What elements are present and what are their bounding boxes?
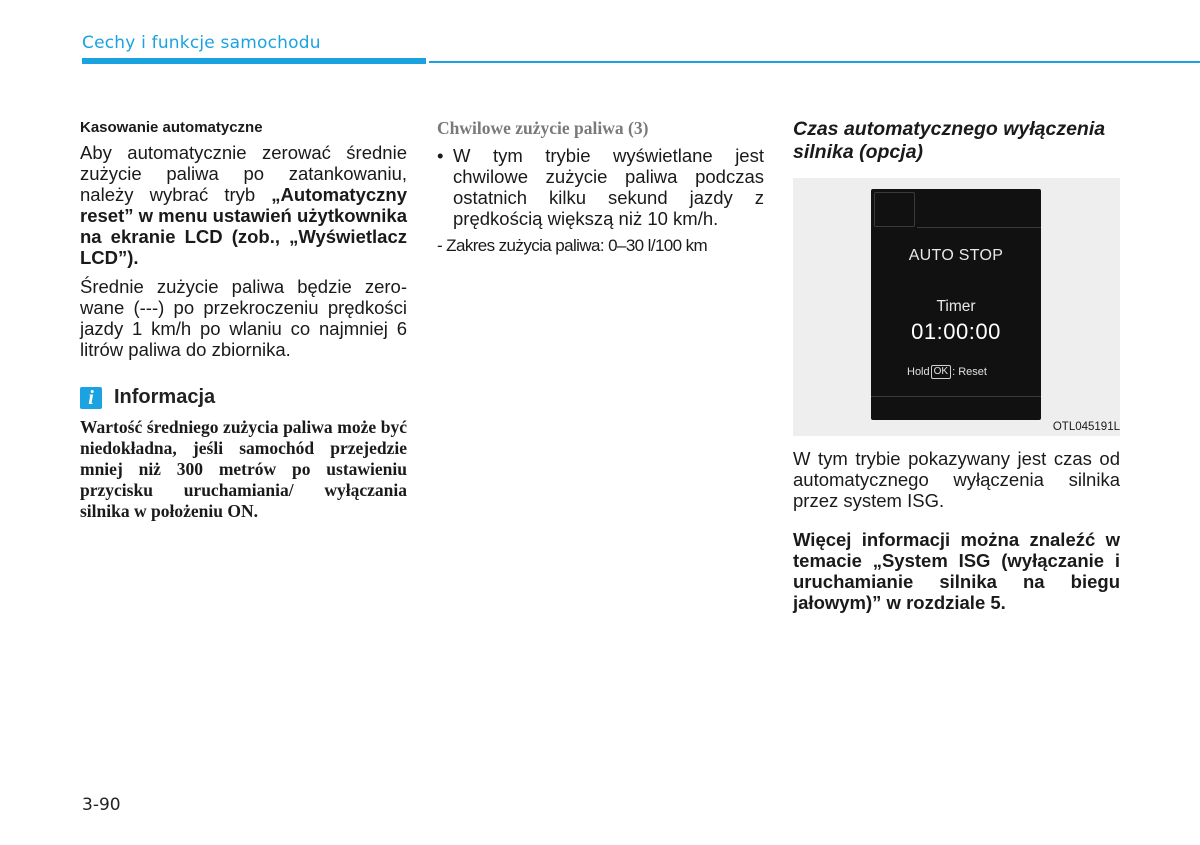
paragraph-isg-reference: Więcej informacji można znaleźć w temacie „System ISG (wyłączanie i uruchamianie silnika na biegu jałowym)” w rozdziale 5. bbox=[793, 529, 1120, 613]
column-right bbox=[793, 118, 1120, 613]
paragraph-auto-reset-bold: „Automatyczny reset” w menu ustawień użytkownika na ekranie LCD (zob., „Wyświetlacz LCD”). bbox=[80, 184, 407, 268]
lcd-hold-suffix: : Reset bbox=[952, 366, 987, 378]
column-middle bbox=[437, 118, 764, 256]
lcd-timer-value: 01:00:00 bbox=[911, 319, 1001, 344]
bullet-text: W tym trybie wyświetlane jest chwilowe zużycie paliwa podczas ostatnich kilku sekund jazdy z prędkością większą niż 10 km/h. bbox=[453, 145, 764, 229]
lcd-timer-label: Timer bbox=[936, 298, 976, 315]
figure-code: OTL045191L bbox=[1052, 421, 1120, 433]
header-rule bbox=[429, 61, 1200, 63]
section-title: Cechy i funkcje samochodu bbox=[82, 33, 321, 53]
info-heading bbox=[80, 386, 407, 409]
subheading-instant-consumption: Chwilowe zużycie paliwa (3) bbox=[437, 118, 649, 138]
paragraph-reset-condition: Średnie zużycie paliwa będzie zerowane (---) po przekroczeniu prędkości jazdy 1 km/h po wlaniu co najmniej 6 litrów paliwa do zbiornika. bbox=[80, 276, 407, 360]
lcd-divider-bottom bbox=[871, 396, 1041, 397]
consumption-range: - Zakres zużycia paliwa: 0–30 l/100 km bbox=[437, 236, 708, 255]
info-title: Informacja bbox=[114, 386, 216, 408]
bullet-item bbox=[437, 145, 764, 229]
lcd-hold-prefix: Hold bbox=[907, 366, 930, 378]
lcd-divider-top bbox=[917, 227, 1041, 228]
lcd-screen bbox=[871, 189, 1041, 420]
page-number: 3-90 bbox=[82, 795, 121, 815]
paragraph-auto-reset bbox=[80, 142, 407, 268]
heading-auto-stop-time: Czas automatycznego wyłączenia silnika (opcja) bbox=[793, 118, 1106, 163]
lcd-figure bbox=[793, 178, 1120, 436]
subheading-auto-reset: Kasowanie automatyczne bbox=[80, 119, 263, 136]
lcd-auto-stop-title: AUTO STOP bbox=[908, 247, 1004, 264]
paragraph-auto-reset-normal: Aby automatycznie zerować średnie zużycie paliwa po zatankowaniu, należy wybrać tryb bbox=[80, 142, 407, 205]
header-accent-bar bbox=[82, 58, 426, 64]
ok-key-icon: OK bbox=[931, 365, 951, 379]
info-body: Wartość średniego zużycia paliwa może być niedokładna, jeśli samochód przejedzie mniej niż 300 metrów po ustawieniu przycisku uruchamiania/ wyłączania silnika w położeniu ON. bbox=[80, 417, 407, 521]
bullet-mark: • bbox=[437, 145, 444, 166]
paragraph-isg-time: W tym trybie pokazywany jest czas od automatycznego wyłączenia silnika przez system ISG. bbox=[793, 448, 1120, 511]
lcd-hold-reset-hint bbox=[907, 365, 987, 379]
info-icon: i bbox=[80, 387, 102, 409]
lcd-corner-box bbox=[874, 192, 915, 227]
column-left bbox=[80, 118, 407, 522]
